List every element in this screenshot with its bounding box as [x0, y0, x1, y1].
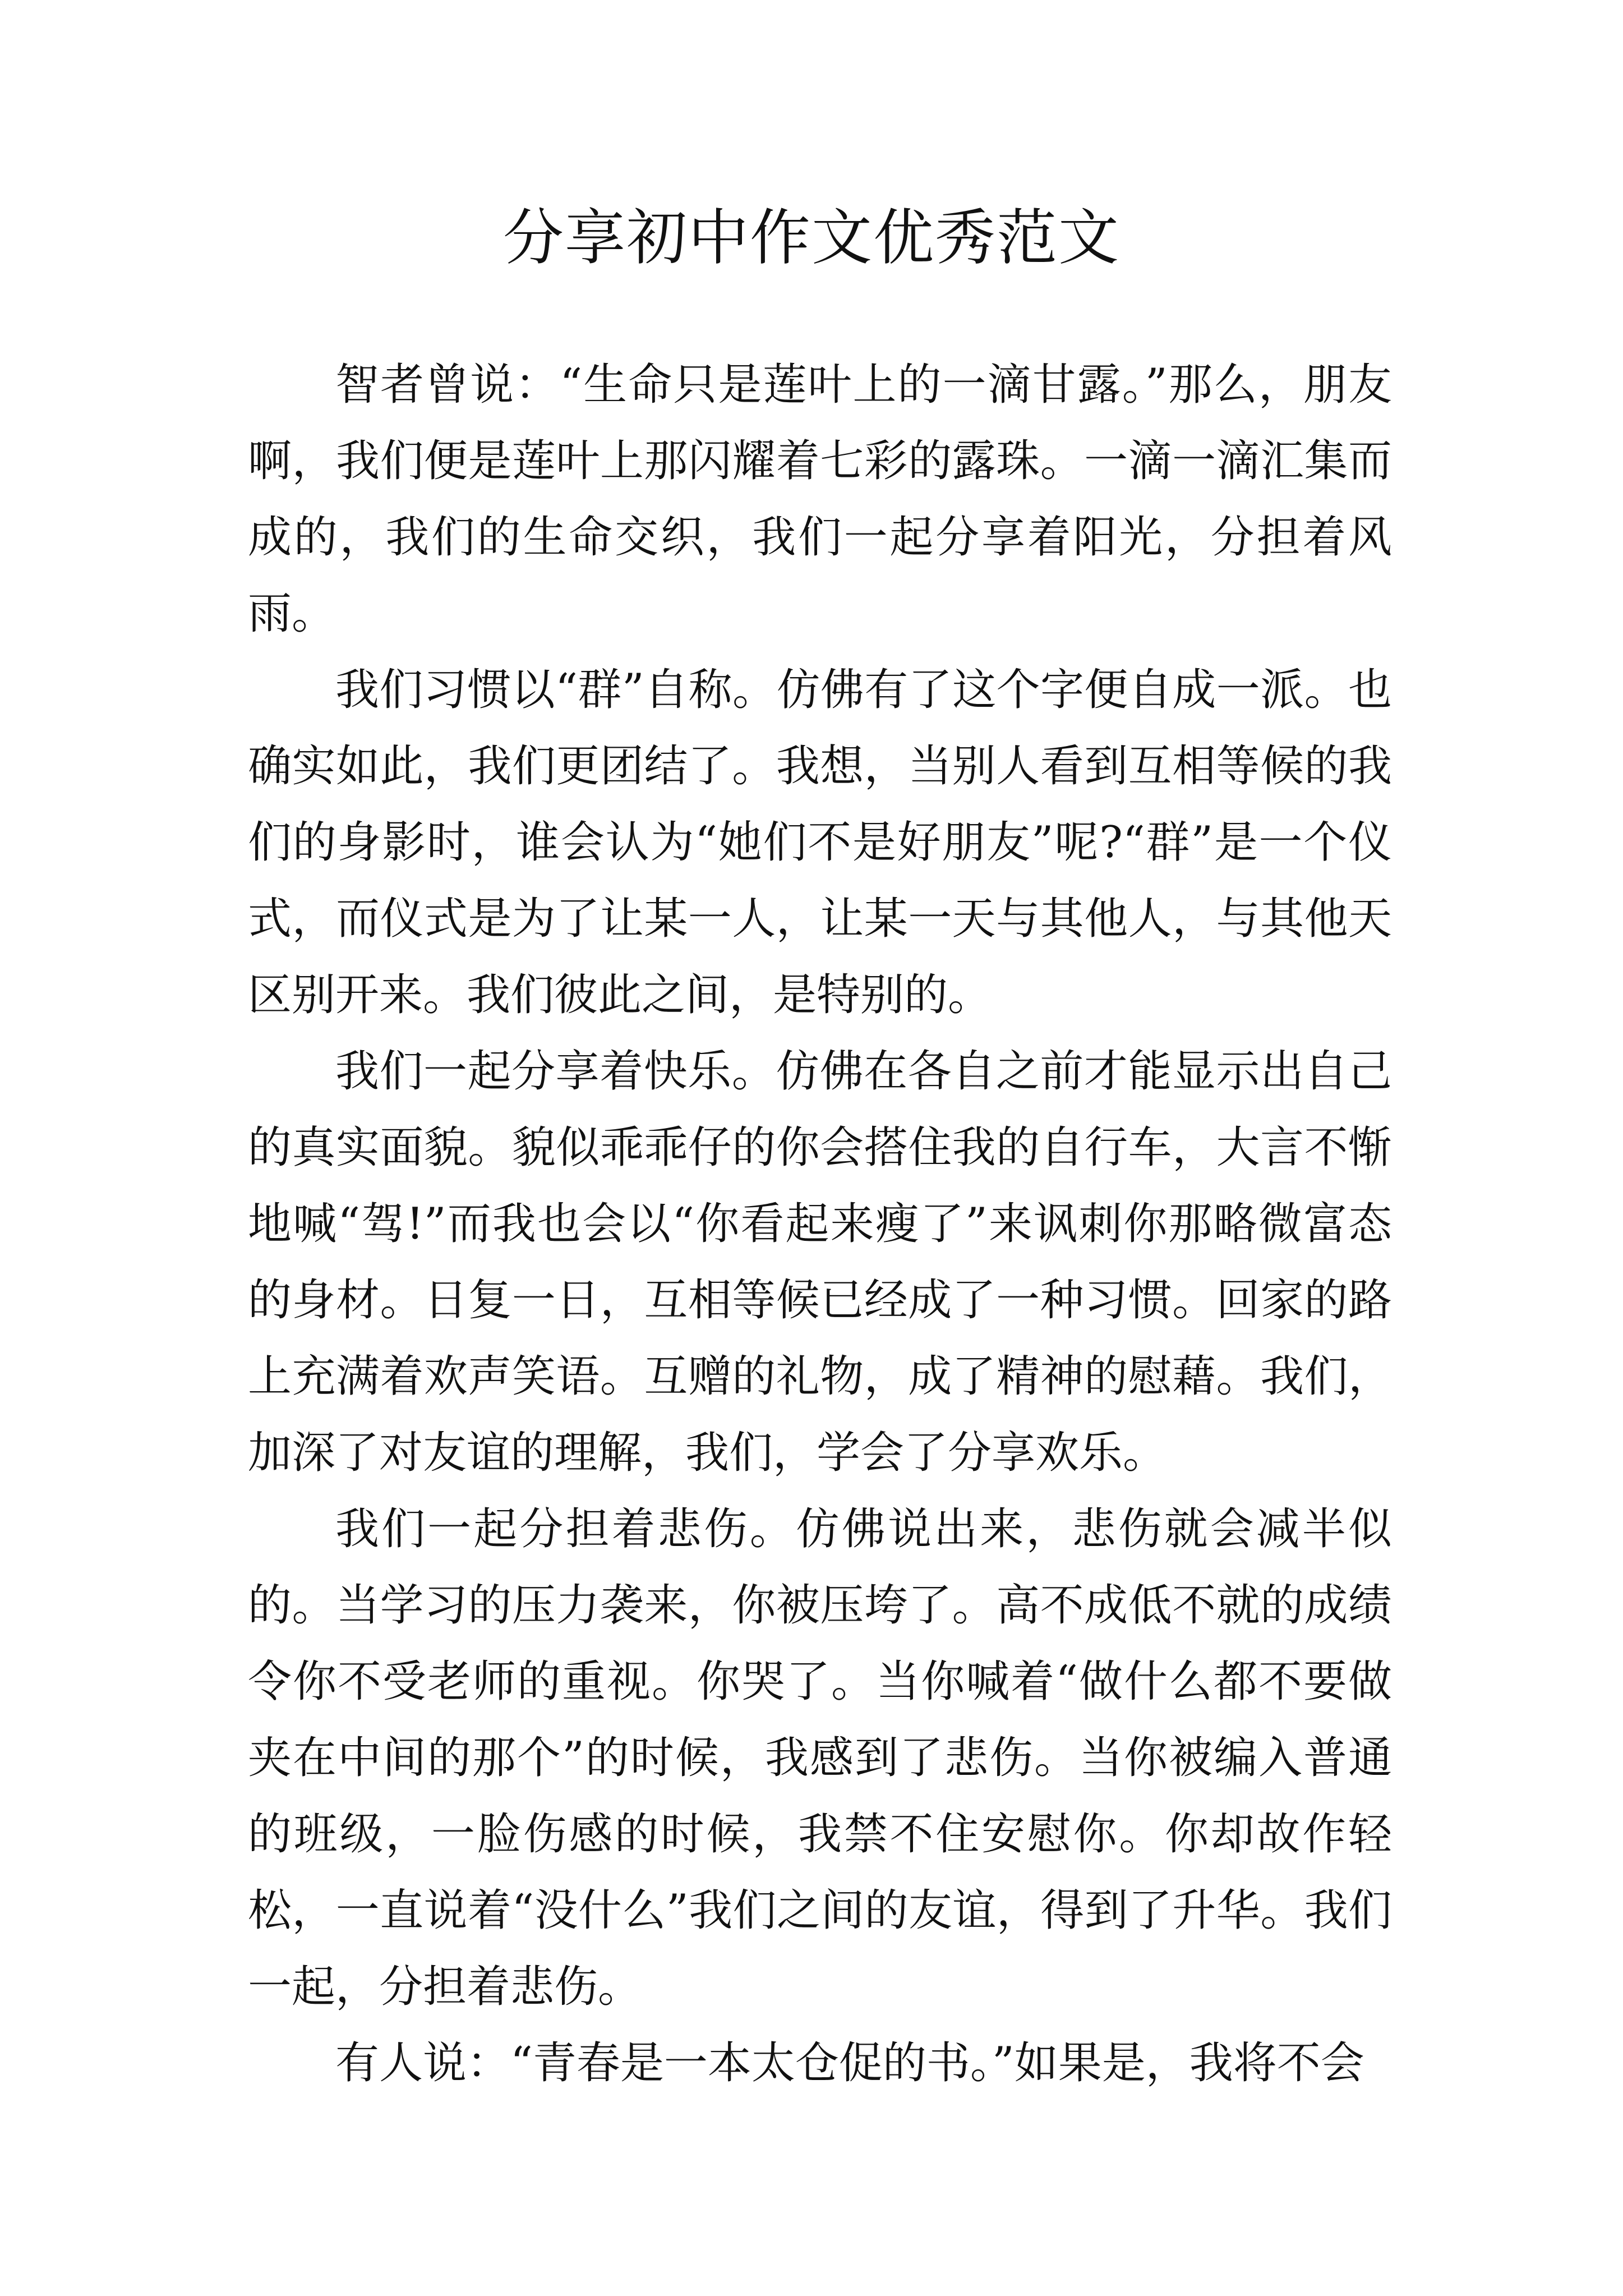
paragraph-5: 有人说：“青春是一本太仓促的书。”如果是，我将不会 [335, 2038, 1364, 2088]
paragraph-4: 我们一起分担着悲伤。仿佛说出来，悲伤就会减半似的。当学习的压力袭来，你被压垮了。高不成低不就的成绩令你不受老师的重视。你哭了。当你喊着“做什么都不要做夹在中间的那个”的时候，我感到了悲伤。当你被编入普通的班级，一脸伤感的时候，我禁不住安慰你。你却故作轻松，一直说着“没什么”我们之间的友谊，得到了升华。我们一起，分担着悲伤。 [248, 1504, 1392, 2012]
document-body [248, 347, 1392, 2101]
paragraph-1: 智者曾说：“生命只是莲叶上的一滴甘露。”那么，朋友啊，我们便是莲叶上那闪耀着七彩的露珠。一滴一滴汇集而成的，我们的生命交织，我们一起分享着阳光，分担着风雨。 [248, 360, 1392, 639]
document-title: 分享初中作文优秀范文 [502, 203, 1120, 273]
paragraph-2: 我们习惯以“群”自称。仿佛有了这个字便自成一派。也确实如此，我们更团结了。我想，当别人看到互相等候的我们的身影时，谁会认为“她们不是好朋友”呢?“群”是一个仪式，而仪式是为了让某一人，让某一天与其他人，与其他天区别开来。我们彼此之间，是特别的。 [248, 665, 1392, 1020]
paragraph-3: 我们一起分享着快乐。仿佛在各自之前才能显示出自己的真实面貌。貌似乖乖仔的你会搭住我的自行车，大言不惭地喊“驾!”而我也会以“你看起来瘦了”来讽刺你那略微富态的身材。日复一日，互相等候已经成了一种习惯。回家的路上充满着欢声笑语。互赠的礼物，成了精神的慰藉。我们，加深了对友谊的理解，我们，学会了分享欢乐。 [248, 1046, 1392, 1478]
